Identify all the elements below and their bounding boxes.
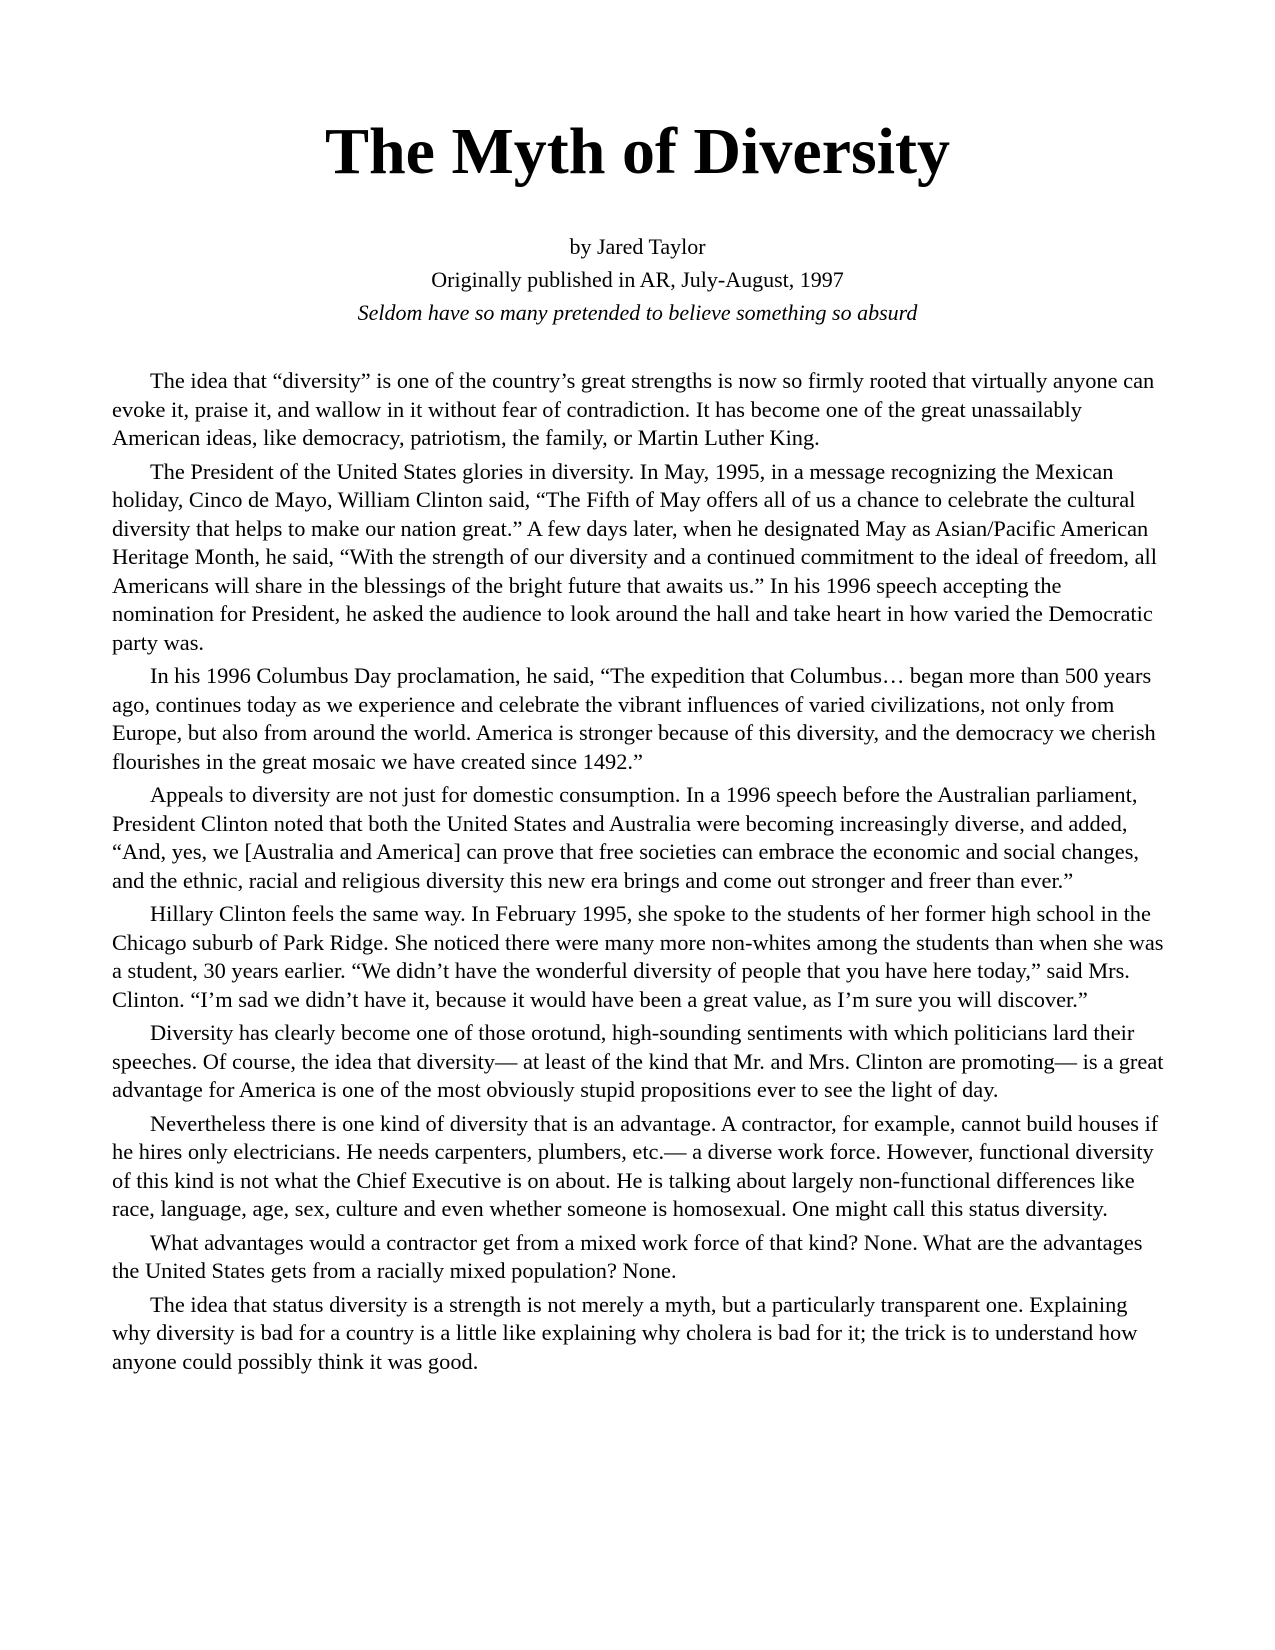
paragraph: Appeals to diversity are not just for domestic consumption. In a 1996 speech before the Australian parliament, President Clinton noted that both the United States and Australia were becoming increasingly diverse, and added, “And, yes, we [Australia and America] can prove that free societies can embrace the economic and social changes, and the ethnic, racial and religious diversity this new era brings and come out stronger and freer than ever.” bbox=[112, 782, 1140, 893]
byline-block bbox=[0, 230, 1275, 329]
paragraph: The idea that “diversity” is one of the country’s great strengths is now so firmly rooted that virtually anyone can evoke it, praise it, and wallow in it without fear of contradiction. It has become one of the great unassailably American ideas, like democracy, patriotism, the family, or Martin Luther King. bbox=[112, 368, 1155, 450]
publication-line: Originally published in AR, July-August, 1997 bbox=[431, 267, 844, 292]
paragraph: What advantages would a contractor get from a mixed work force of that kind? None. What are the advantages the United States gets from a racially mixed population? None. bbox=[112, 1229, 1143, 1283]
paragraph: Diversity has clearly become one of those orotund, high-sounding sentiments with which politicians lard their speeches. Of course, the idea that diversity— at least of the kind that Mr. and Mrs. Clinton are promoting— is a great advantage for America is one of the most obviously stupid propositions ever to see the light of day. bbox=[112, 1020, 1164, 1102]
paragraph: In his 1996 Columbus Day proclamation, he said, “The expedition that Columbus… began more than 500 years ago, continues today as we experience and celebrate the vibrant influences of varied civilizations, not only from Europe, but also from around the world. America is stronger because of this diversity, and the democracy we cherish flourishes in the great mosaic we have created since 1492.” bbox=[112, 663, 1156, 774]
author-line: by Jared Taylor bbox=[569, 234, 706, 259]
subtitle: Seldom have so many pretended to believe something so absurd bbox=[357, 300, 918, 325]
article-body bbox=[112, 367, 1164, 1381]
paragraph: The President of the United States glories in diversity. In May, 1995, in a message recognizing the Mexican holiday, Cinco de Mayo, William Clinton said, “The Fifth of May offers all of us a chance to celebrate the cultural diversity that helps to make our nation great.” A few days later, when he designated May as Asian/Pacific American Heritage Month, he said, “With the strength of our diversity and a continued commitment to the ideal of freedom, all Americans will share in the blessings of the bright future that awaits us.” In his 1996 speech accepting the nomination for President, he asked the audience to look around the hall and take heart in how varied the Democratic party was. bbox=[112, 458, 1157, 655]
document-title: The Myth of Diversity bbox=[324, 115, 951, 188]
paragraph: The idea that status diversity is a strength is not merely a myth, but a particularly transparent one. Explaining why diversity is bad for a country is a little like explaining why cholera is bad for it; the trick is to understand how anyone could possibly think it was good. bbox=[112, 1291, 1138, 1374]
paragraph: Nevertheless there is one kind of diversity that is an advantage. A contractor, for example, cannot build houses if he hires only electricians. He needs carpenters, plumbers, etc.— a diverse work force. However, functional diversity of this kind is not what the Chief Executive is on about. He is talking about largely non-functional differences like race, language, age, sex, culture and even whether someone is homosexual. One might call this status diversity. bbox=[112, 1110, 1159, 1221]
paragraph: Hillary Clinton feels the same way. In February 1995, she spoke to the students of her former high school in the Chicago suburb of Park Ridge. She noticed there were many more non-whites among the students than when she was a student, 30 years earlier. “We didn’t have the wonderful diversity of people that you have here today,” said Mrs. Clinton. “I’m sad we didn’t have it, because it would have been a great value, as I’m sure you will discover.” bbox=[112, 901, 1164, 1012]
